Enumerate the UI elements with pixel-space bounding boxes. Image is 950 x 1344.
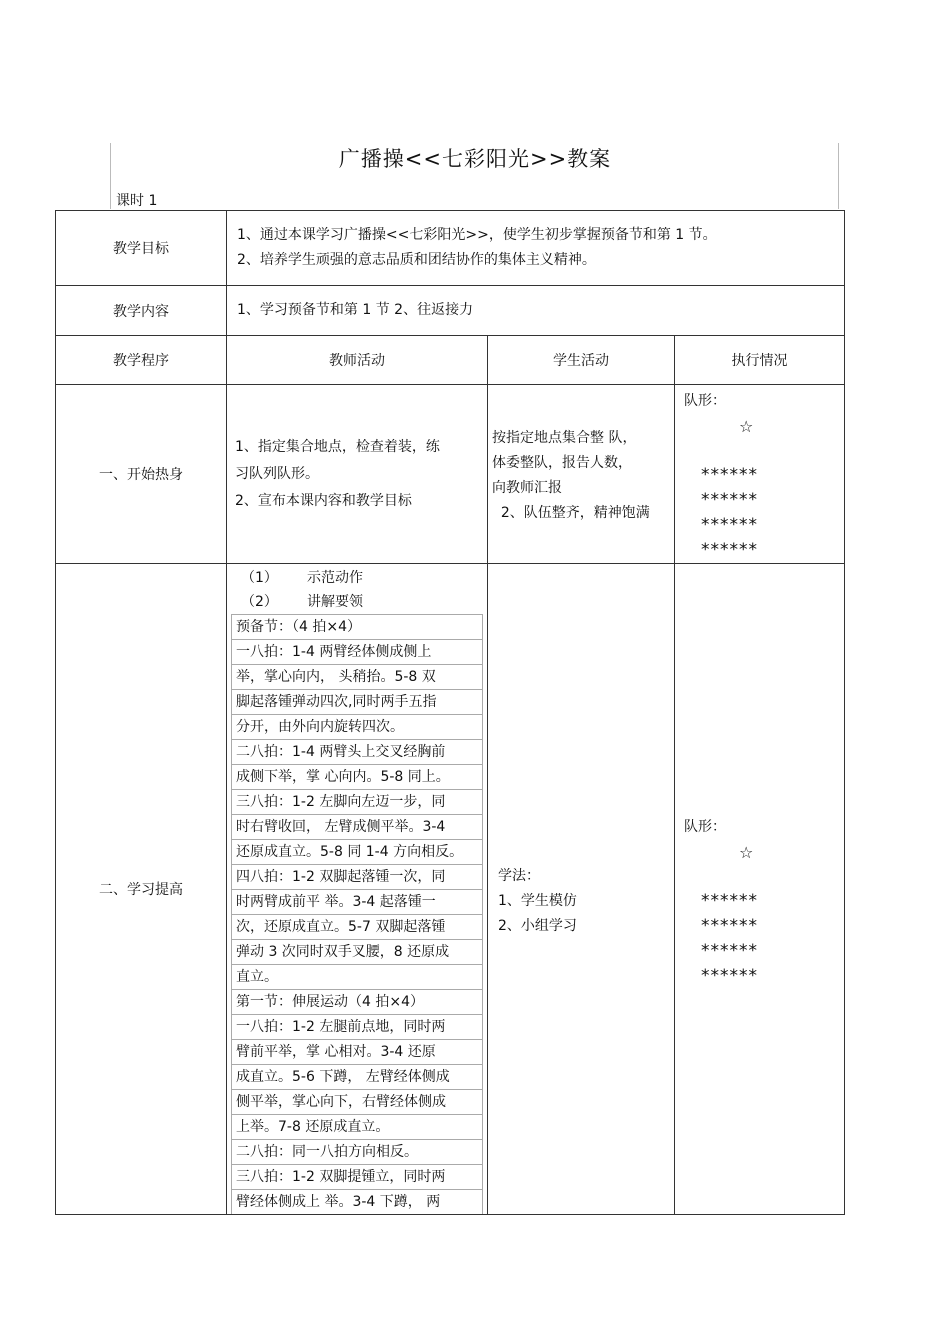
student-line: 按指定地点集合整 队， <box>492 430 637 446</box>
movement-steps <box>227 614 487 1214</box>
step-line: 臂经体侧成上 举。3-4 下蹲， 两 <box>231 1190 483 1214</box>
practice-execution-cell <box>675 564 845 1215</box>
student-formation-row: ****** <box>701 915 758 936</box>
step-line: 次，还原成直立。5-7 双脚起落锺 <box>231 915 483 940</box>
step-line: 三八拍：1-2 左脚向左迈一步，同 <box>231 790 483 815</box>
step-line: 臂前平举，掌 心相对。3-4 还原 <box>231 1040 483 1065</box>
step-line: 时两臂成前平 举。3-4 起落锺一 <box>231 890 483 915</box>
teacher-line: 2、宣布本课内容和教学目标 <box>235 492 412 509</box>
step-line: 成侧下举，掌 心向内。5-8 同上。 <box>231 765 483 790</box>
header-teacher: 教师活动 <box>227 336 488 385</box>
warmup-row <box>56 385 845 564</box>
lesson-period: 课时 1 <box>116 193 158 209</box>
practice-student-cell <box>488 564 675 1215</box>
step-line: 举，掌心向内， 头稍抬。5-8 双 <box>231 665 483 690</box>
content-cell <box>227 286 845 336</box>
student-method-title: 学法： <box>498 868 540 884</box>
student-formation-row: ****** <box>701 940 758 961</box>
header-execution: 执行情况 <box>675 336 845 385</box>
student-line: 向教师汇报 <box>492 480 562 496</box>
step-line: 弹动 3 次同时双手叉腰，8 还原成 <box>231 940 483 965</box>
step-line: 上举。7-8 还原成直立。 <box>231 1115 483 1140</box>
student-formation-row: ****** <box>701 965 758 986</box>
demo-line: （1） 示范动作 <box>241 570 363 586</box>
content-text: 1、学习预备节和第 1 节 2、往返接力 <box>237 302 474 318</box>
demo-line: （2） 讲解要领 <box>241 594 363 610</box>
content-row <box>56 286 845 336</box>
student-line: 2、小组学习 <box>498 918 577 934</box>
lesson-plan-table <box>55 210 845 1215</box>
teacher-position-icon: ☆ <box>739 842 754 862</box>
step-line: 成直立。5-6 下蹲， 左臂经体侧成 <box>231 1065 483 1090</box>
student-formation-row: ****** <box>701 490 758 510</box>
teacher-line: 1、指定集合地点，检查着装，练 <box>235 438 440 455</box>
step-line: 二八拍：同一八拍方向相反。 <box>231 1140 483 1165</box>
step-line: 侧平举，掌心向下，右臂经体侧成 <box>231 1090 483 1115</box>
step-line: 预备节：（4 拍×4） <box>231 614 483 640</box>
student-formation-row: ****** <box>701 540 758 560</box>
practice-row <box>56 564 845 1215</box>
student-formation-row: ****** <box>701 515 758 535</box>
student-line: 2、队伍整齐，精神饱满 <box>492 505 650 521</box>
formation-label: 队形： <box>684 818 726 835</box>
step-line: 一八拍：1-4 两臂经体侧成侧上 <box>231 640 483 665</box>
goal-cell <box>227 211 845 286</box>
step-line: 还原成直立。5-8 同 1-4 方向相反。 <box>231 840 483 865</box>
practice-label: 二、学习提高 <box>56 564 227 1215</box>
teacher-position-icon: ☆ <box>739 417 754 436</box>
teacher-line: 习队列队形。 <box>235 465 319 482</box>
formation-label: 队形： <box>684 393 726 409</box>
practice-teacher-cell <box>227 564 488 1215</box>
step-line: 时右臂收回， 左臂成侧平举。3-4 <box>231 815 483 840</box>
warmup-student-cell <box>488 385 675 564</box>
step-line: 直立。 <box>231 965 483 990</box>
step-line: 分开，由外向内旋转四次。 <box>231 715 483 740</box>
page-title: 广播操<<七彩阳光>>教案 <box>338 147 612 171</box>
step-line: 一八拍：1-2 左腿前点地，同时两 <box>231 1015 483 1040</box>
student-formation-row: ****** <box>701 890 758 911</box>
student-line: 体委整队，报告人数， <box>492 455 632 471</box>
goal-line: 1、通过本课学习广播操<<七彩阳光>>，使学生初步掌握预备节和第 1 节。 <box>237 227 717 243</box>
goal-row <box>56 211 845 286</box>
warmup-execution-cell <box>675 385 845 564</box>
warmup-teacher-cell <box>227 385 488 564</box>
step-line: 第一节：伸展运动（4 拍×4） <box>231 990 483 1015</box>
step-line: 脚起落锺弹动四次,同时两手五指 <box>231 690 483 715</box>
warmup-label: 一、开始热身 <box>56 385 227 564</box>
student-line: 1、学生模仿 <box>498 893 577 909</box>
step-line: 四八拍：1-2 双脚起落锺一次，同 <box>231 865 483 890</box>
header-procedure: 教学程序 <box>56 336 227 385</box>
header-row <box>56 336 845 385</box>
step-line: 三八拍：1-2 双脚提锺立，同时两 <box>231 1165 483 1190</box>
step-line: 二八拍：1-4 两臂头上交叉经胸前 <box>231 740 483 765</box>
header-student: 学生活动 <box>488 336 675 385</box>
goal-line: 2、培养学生顽强的意志品质和团结协作的集体主义精神。 <box>237 252 596 268</box>
student-formation-row: ****** <box>701 465 758 485</box>
goal-label: 教学目标 <box>56 211 227 286</box>
content-label: 教学内容 <box>56 286 227 336</box>
